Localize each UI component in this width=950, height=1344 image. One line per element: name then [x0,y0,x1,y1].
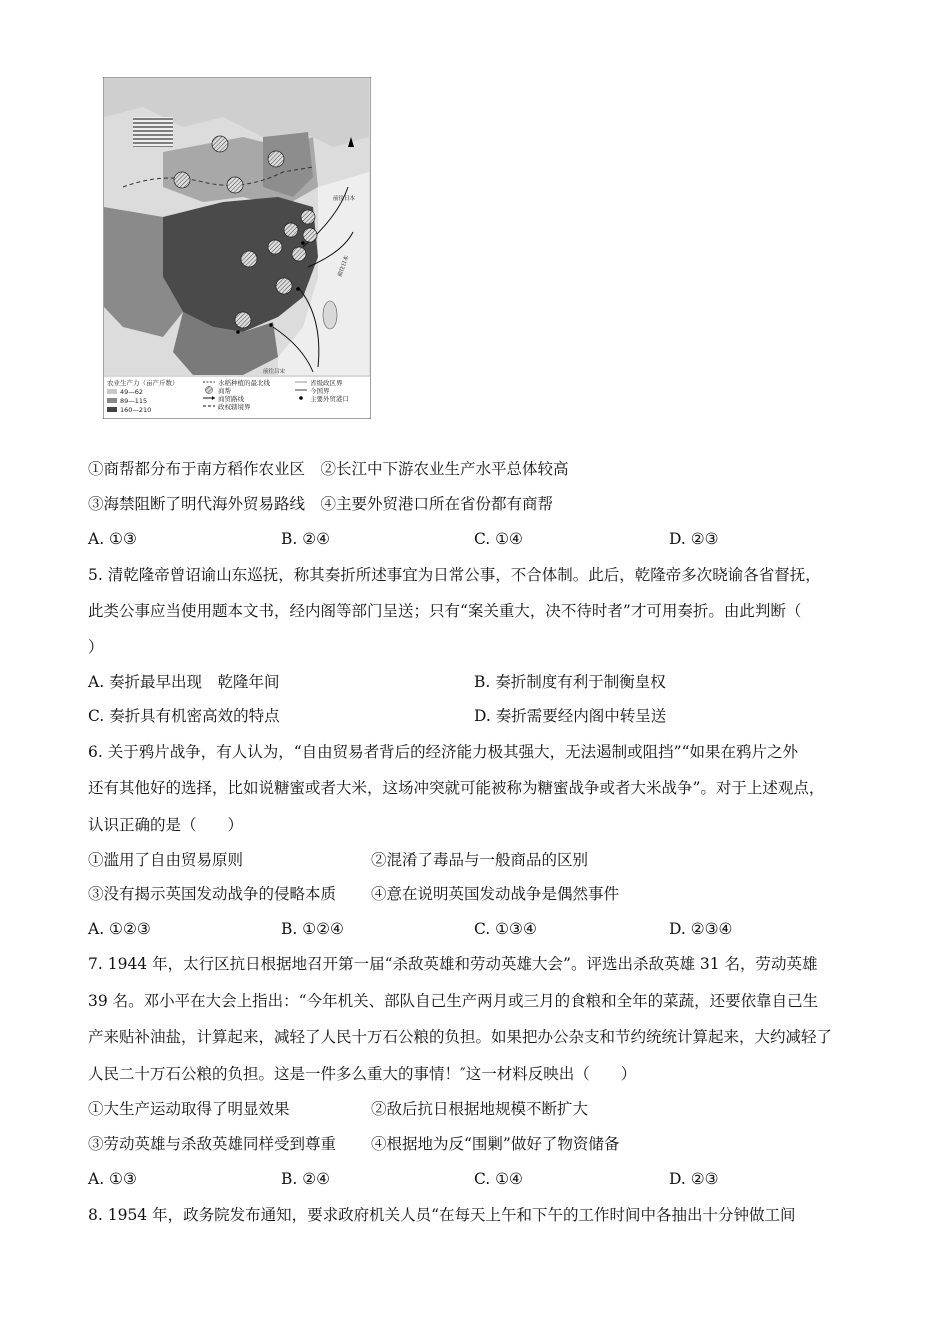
legend-item-merchant: 商帮 [218,387,231,395]
merchant-group-marker [268,240,282,254]
merchant-group-marker [212,136,228,152]
legend-productivity-title: 农业生产力（亩产斤数） [107,379,179,387]
q4-statement-line-2: ③海禁阻断了明代海外贸易路线 ④主要外贸港口所在省份都有商帮 [88,495,554,513]
q6-statement-3: ③没有揭示英国发动战争的侵略本质 [88,885,337,903]
q5-option-b[interactable]: B. 奏折制度有利于制衡皇权 [474,673,666,691]
q6-statement-2: ②混淆了毒品与一般商品的区别 [371,851,589,869]
q7-statement-3: ③劳动英雄与杀敌英雄同样受到尊重 [88,1135,337,1153]
q6-option-d[interactable]: D. ②③④ [669,920,733,938]
q7-option-b[interactable]: B. ②④ [281,1170,331,1188]
q5-option-d[interactable]: D. 奏折需要经内阁中转呈送 [474,707,667,725]
merchant-group-marker [227,177,243,193]
q6-stem-line-2: 还有其他好的选择，比如说糖蜜或者大米，这场冲突就可能被称为糖蜜战争或者大米战争”。对于上述观点， [88,779,825,797]
q5-stem-line-1: 5. 清乾隆帝曾诏谕山东巡抚，称其奏折所述事宜为日常公事，不合体制。此后，乾隆帝多次晓谕各省督抚， [88,566,821,584]
q6-statement-4: ④意在说明英国发动战争是偶然事件 [371,885,620,903]
legend-swatch-mid [107,398,117,403]
q7-statement-1: ①大生产运动取得了明显效果 [88,1100,290,1118]
hatched-region [133,117,173,147]
legend-item-rice-line: 水稻种植的最北线 [218,379,270,387]
q5-stem-line-2: 此类公事应当使用题本文书，经内阁等部门呈送；只有“案关重大，决不待时者”才可用奏折。由此判断（ [88,602,802,620]
legend-swatch-low [107,389,117,394]
q7-stem-line-2: 39 名。邓小平在大会上指出：“今年机关、部队自己生产两月或三月的食粮和全年的菜蔬，还要依靠自己生 [88,992,819,1010]
legend-item-national-border: 今国界 [310,387,330,395]
ming-commerce-map [103,77,371,419]
q5-option-c[interactable]: C. 奏折具有机密高效的特点 [88,707,280,725]
q8-stem-line-1: 8. 1954 年，政务院发布通知，要求政府机关人员“在每天上午和下午的工作时间中各抽出十分钟做工间 [88,1206,796,1224]
q6-stem-line-3: 认识正确的是（ ） [88,816,244,834]
port-marker [296,287,300,291]
legend-range-1: 49—62 [120,388,144,396]
merchant-group-marker [268,151,284,167]
port-marker [301,241,305,245]
q7-option-d[interactable]: D. ②③ [669,1170,719,1188]
q4-option-a[interactable]: A. ①③ [88,530,137,548]
q7-stem-line-3: 产来贴补油盐，计算起来，减轻了人民十万石公粮的负担。如果把办公杂支和节约统统计算起来，大约减轻了 [88,1028,833,1046]
legend-item-province-border: 省级政区界 [310,379,343,387]
q6-stem-line-1: 6. 关于鸦片战争，有人认为，“自由贸易者背后的经济能力极其强大，无法遏制或阻挡”“如果在鸦片之外 [88,743,798,761]
q7-option-c[interactable]: C. ①④ [474,1170,523,1188]
q7-statement-4: ④根据地为反“围剿”做好了物资储备 [371,1135,620,1153]
merchant-group-marker [292,247,306,261]
q5-option-a[interactable]: A. 奏折最早出现 乾隆年间 [88,673,280,691]
map-label-luzon: 前往吕宋 [263,369,286,375]
merchant-group-marker [301,210,315,224]
q7-stem-line-1: 7. 1944 年，太行区抗日根据地召开第一届“杀敌英雄和劳动英雄大会”。评选出杀敌英雄 31 名，劳动英雄 [88,955,818,973]
port-marker [236,330,240,334]
map-label-japan-1: 前往日本 [333,196,356,202]
merchant-group-marker [174,172,190,188]
q5-stem-line-3: ） [88,638,104,656]
legend-item-route: 商贸路线 [218,395,244,403]
q6-statement-1: ①滥用了自由贸易原则 [88,851,244,869]
q6-option-c[interactable]: C. ①③④ [474,920,537,938]
q7-option-a[interactable]: A. ①③ [88,1170,137,1188]
q7-stem-line-4: 人民二十万石公粮的负担。这是一件多么重大的事情！″这一材料反映出（ ） [88,1065,637,1083]
map-label-japan-2: 前往日本 [337,254,351,278]
q4-option-c[interactable]: C. ①④ [474,530,523,548]
q6-option-a[interactable]: A. ①②③ [88,920,151,938]
q4-option-d[interactable]: D. ②③ [669,530,719,548]
q7-statement-2: ②敌后抗日根据地规模不断扩大 [371,1100,589,1118]
legend-range-3: 160—210 [120,406,152,414]
legend-item-regime-border: 政权辖境界 [218,403,251,411]
merchant-group-marker [235,312,251,328]
q4-option-b[interactable]: B. ②④ [281,530,331,548]
q4-statement-line-1: ①商帮都分布于南方稻作农业区 ②长江中下游农业生产水平总体较高 [88,460,569,478]
q6-option-b[interactable]: B. ①②④ [281,920,344,938]
merchant-group-marker [284,223,298,237]
legend-range-2: 89—115 [120,397,148,405]
merchant-group-marker [303,228,317,242]
legend-swatch-high [107,407,117,412]
merchant-group-marker [241,251,257,267]
port-marker [269,323,273,327]
legend-item-port: 主要外贸港口 [310,395,349,403]
merchant-group-marker [276,278,292,294]
